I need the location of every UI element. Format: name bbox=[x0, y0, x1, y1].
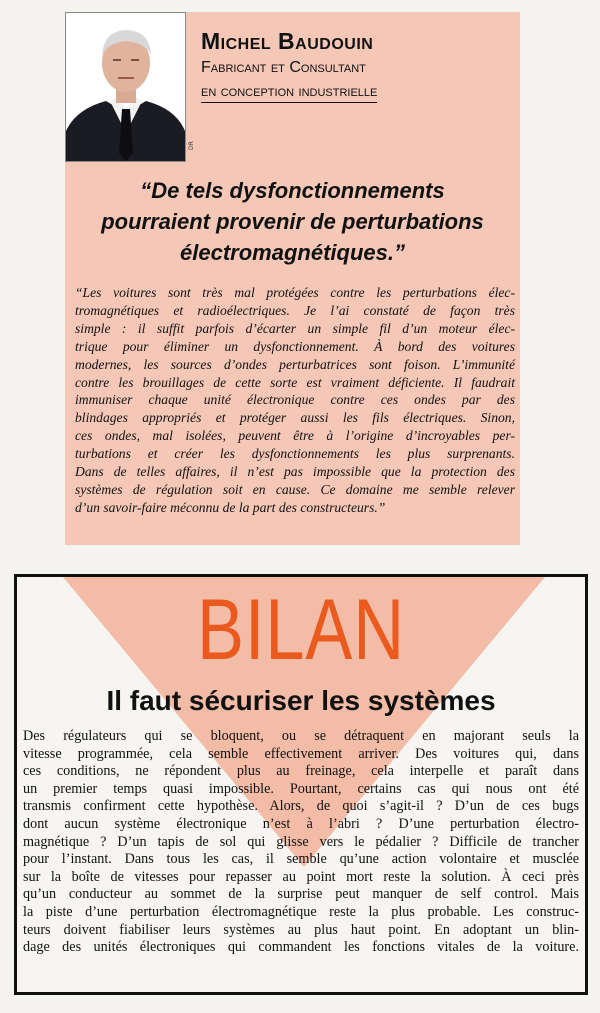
interview-box bbox=[65, 12, 520, 545]
text-line: transmis confirment cette hypothèse. Alors, de quoi s’agit-il ? D’un de ces bugs bbox=[23, 798, 579, 815]
portrait-illustration bbox=[66, 13, 185, 161]
text-line: un premier temps quasi impossible. Pourtant, certains cas qui nous ont été bbox=[23, 780, 579, 797]
text-line: d’un savoir-faire méconnu de la part des constructeurs.” bbox=[75, 499, 386, 515]
pull-quote-line: électromagnétiques.” bbox=[180, 240, 405, 265]
bilan-subtitle: Il faut sécuriser les systèmes bbox=[106, 685, 496, 716]
bilan-title: BILAN bbox=[197, 582, 405, 678]
text-line: la piste d’une perturbation électromagnétique reste la plus probable. Les construc- bbox=[23, 903, 579, 920]
interview-quote-text bbox=[75, 284, 515, 517]
text-line: ces conditions, ne répondent plus au freinage, cela interpelle et paraît dans bbox=[23, 763, 579, 780]
text-line: magnétique ? D’un tapis de sol qui glisse vers le pédalier ? Difficile de trancher bbox=[23, 833, 579, 850]
bilan-text bbox=[23, 728, 579, 957]
text-line: blindages appropriés et protéger aussi les fils électriques. Sinon, bbox=[75, 410, 515, 426]
text-line: simple : il suffit parfois d’écarter un simple fil d’un moteur élec- bbox=[75, 320, 515, 336]
text-line: vitesse programmée, cela semble effectivement arriver. Des voitures qui, dans bbox=[23, 745, 579, 762]
text-line: teurs doivent fiabiliser leurs systèmes au plus haut point. En adoptant un blin- bbox=[23, 921, 579, 938]
pull-quote-line: pourraient provenir de perturbations bbox=[101, 209, 484, 234]
text-line: immuniser chaque unité électronique contre ces ondes par des bbox=[75, 392, 515, 408]
text-line: “Les voitures sont très mal protégées contre les perturbations élec- bbox=[75, 285, 515, 300]
text-line: dage des unités électroniques qui commandent les fonctions vitales de la voiture. bbox=[23, 939, 579, 956]
text-line: qu’un conducteur au sommet de la surprise peut manquer de self control. Mais bbox=[23, 886, 579, 903]
text-line: Dans de telles affaires, il n’est pas impossible que la protection des bbox=[75, 464, 515, 480]
text-line: pour l’instant. Dans tous les cas, il semble qu’une action volontaire et musclée bbox=[23, 851, 579, 868]
person-role: Fabricant et Consultant bbox=[201, 59, 366, 76]
pull-quote bbox=[65, 175, 520, 268]
text-line: dont aucun système électronique n’est à l’abri ? D’une perturbation électro- bbox=[23, 815, 579, 832]
text-line: tromagnétiques et radioélectriques. Je l’ai constaté de façon très bbox=[75, 302, 515, 318]
pull-quote-line: “De tels dysfonctionnements bbox=[140, 178, 445, 203]
text-line: ces ondes, mal isolées, peuvent être à l’origine d’incroyables per- bbox=[75, 428, 515, 444]
text-line: contre les brouillages de cette sorte est vraiment déficiente. Il faudrait bbox=[75, 374, 515, 390]
text-line: trique pour éliminer un dysfonctionnement. À bord des voitures bbox=[75, 338, 515, 354]
photo-credit: DR bbox=[188, 141, 195, 150]
bilan-box bbox=[14, 574, 588, 995]
portrait-photo bbox=[65, 12, 186, 162]
text-line: systèmes de régulation soit en cause. Ce domaine me semble relever bbox=[75, 481, 515, 497]
text-line: modernes, les sources d’ondes perturbatrices sont foison. L’immunité bbox=[75, 356, 515, 372]
person-role-detail: en conception industrielle bbox=[201, 83, 377, 103]
text-line: turbations et créer les dysfonctionnements les plus surprenants. bbox=[75, 446, 515, 462]
text-line: sur la boîte de vitesses pour repasser au point mort reste la solution. À ceci près bbox=[23, 868, 579, 885]
person-name: Michel Baudouin bbox=[201, 28, 374, 54]
text-line: Des régulateurs qui se bloquent, ou se détraquent en majorant seuls la bbox=[23, 728, 579, 744]
